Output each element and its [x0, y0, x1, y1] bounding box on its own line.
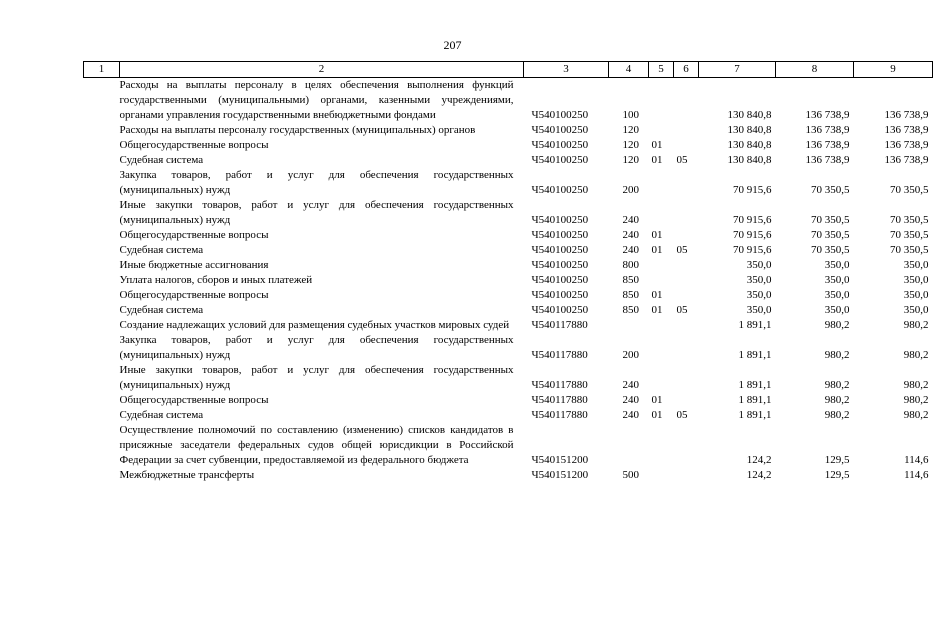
target-article-code: Ч540100250 [531, 154, 589, 166]
section-code [649, 318, 674, 333]
amount-col9: 980,2 [903, 409, 929, 421]
spacer-cell [84, 333, 120, 363]
target-article-code: Ч540100250 [531, 139, 589, 151]
item-name: Иные закупки товаров, работ и услуг для обеспечения государственных (муниципальных) нужд [119, 364, 514, 391]
amount-col8: 136 738,9 [805, 109, 850, 121]
target-article-code: Ч540100250 [531, 184, 589, 196]
spacer-cell [84, 273, 120, 288]
section-code: 01 [651, 229, 663, 241]
table-row [84, 408, 933, 423]
table-body [84, 78, 933, 484]
amount-col9: 350,0 [903, 289, 929, 301]
section-code: 01 [651, 154, 663, 166]
amount-col9: 70 350,5 [890, 214, 929, 226]
column-header: 2 [120, 62, 524, 78]
expense-type-code: 120 [622, 139, 639, 151]
expense-type-code: 800 [622, 259, 639, 271]
amount-col7: 350,0 [746, 289, 772, 301]
section-code [649, 333, 674, 363]
budget-table [83, 61, 933, 483]
table-row [84, 423, 933, 468]
spacer-cell [84, 138, 120, 153]
table-row [84, 318, 933, 333]
subsection-code [674, 258, 699, 273]
amount-col8: 350,0 [824, 304, 850, 316]
section-code: 01 [651, 244, 663, 256]
table-row [84, 123, 933, 138]
subsection-code: 05 [676, 244, 688, 256]
target-article-code: Ч540117880 [531, 409, 588, 421]
expense-type-code: 850 [622, 304, 639, 316]
table-row [84, 363, 933, 393]
expense-type-code: 120 [622, 124, 639, 136]
amount-col9: 70 350,5 [890, 229, 929, 241]
amount-col8: 980,2 [824, 319, 850, 331]
subsection-code [674, 468, 699, 483]
item-name: Осуществление полномочий по составлению (изменению) списков кандидатов в присяжные заседатели федеральных судов общей юрисдикции в Российской Федерации за счет субвенции, предоставляемой из федерального бюджета [119, 424, 514, 466]
column-header: 7 [699, 62, 776, 78]
section-code: 01 [651, 289, 663, 301]
amount-col8: 136 738,9 [805, 139, 850, 151]
expense-type-code: 240 [622, 244, 639, 256]
target-article-code: Ч540151200 [531, 454, 589, 466]
amount-col9: 136 738,9 [884, 154, 929, 166]
spacer-cell [84, 78, 120, 124]
section-code: 01 [651, 394, 663, 406]
section-code: 01 [651, 304, 663, 316]
item-name: Межбюджетные трансферты [119, 469, 255, 481]
amount-col8: 350,0 [824, 274, 850, 286]
item-name: Судебная система [119, 304, 204, 316]
expense-type-code: 240 [622, 214, 639, 226]
target-article-code: Ч540100250 [531, 304, 589, 316]
expense-type-code: 240 [622, 229, 639, 241]
amount-col7: 70 915,6 [733, 244, 772, 256]
amount-col8: 350,0 [824, 259, 850, 271]
section-code [649, 423, 674, 468]
table-row [84, 243, 933, 258]
section-code [649, 168, 674, 198]
amount-col9: 114,6 [904, 469, 929, 481]
expense-type-code: 850 [622, 289, 639, 301]
expense-type-code: 240 [622, 379, 639, 391]
target-article-code: Ч540100250 [531, 229, 589, 241]
amount-col7: 1 891,1 [738, 349, 772, 361]
amount-col8: 129,5 [824, 469, 850, 481]
amount-col9: 350,0 [903, 304, 929, 316]
table-row [84, 138, 933, 153]
item-name: Иные закупки товаров, работ и услуг для обеспечения государственных (муниципальных) нужд [119, 199, 514, 226]
amount-col9: 114,6 [904, 454, 929, 466]
amount-col9: 70 350,5 [890, 244, 929, 256]
section-code: 01 [651, 139, 663, 151]
target-article-code: Ч540100250 [531, 259, 589, 271]
amount-col7: 130 840,8 [727, 139, 772, 151]
amount-col7: 1 891,1 [738, 319, 772, 331]
amount-col7: 70 915,6 [733, 214, 772, 226]
amount-col7: 1 891,1 [738, 394, 772, 406]
target-article-code: Ч540100250 [531, 124, 589, 136]
spacer-cell [84, 243, 120, 258]
section-code [649, 258, 674, 273]
amount-col7: 350,0 [746, 259, 772, 271]
column-header: 4 [609, 62, 649, 78]
spacer-cell [84, 168, 120, 198]
subsection-code [674, 423, 699, 468]
expense-type-code [609, 423, 649, 468]
amount-col9: 136 738,9 [884, 109, 929, 121]
target-article-code: Ч540117880 [531, 394, 588, 406]
subsection-code [674, 318, 699, 333]
header-row [84, 62, 933, 78]
item-name: Расходы на выплаты персоналу государственных (муниципальных) органов [119, 124, 476, 136]
subsection-code [674, 78, 699, 124]
section-code [649, 198, 674, 228]
amount-col7: 70 915,6 [733, 229, 772, 241]
column-header: 5 [649, 62, 674, 78]
amount-col7: 130 840,8 [727, 109, 772, 121]
subsection-code [674, 393, 699, 408]
spacer-cell [84, 288, 120, 303]
expense-type-code: 100 [622, 109, 639, 121]
spacer-cell [84, 363, 120, 393]
spacer-cell [84, 408, 120, 423]
amount-col7: 1 891,1 [738, 379, 772, 391]
section-code [649, 363, 674, 393]
amount-col7: 350,0 [746, 304, 772, 316]
spacer-cell [84, 303, 120, 318]
item-name: Судебная система [119, 154, 204, 166]
table-row [84, 303, 933, 318]
amount-col8: 70 350,5 [811, 244, 850, 256]
table-row [84, 273, 933, 288]
table-row [84, 153, 933, 168]
amount-col7: 70 915,6 [733, 184, 772, 196]
section-code [649, 468, 674, 483]
subsection-code [674, 168, 699, 198]
amount-col7: 130 840,8 [727, 124, 772, 136]
item-name: Расходы на выплаты персоналу в целях обеспечения выполнения функций государственными (муниципальными) органами, казенными учреждениями, органами управления государственными внебюджетными фондами [119, 79, 514, 121]
amount-col8: 980,2 [824, 379, 850, 391]
item-name: Судебная система [119, 409, 204, 421]
target-article-code: Ч540100250 [531, 274, 589, 286]
table-row [84, 468, 933, 483]
table-row [84, 78, 933, 124]
table-row [84, 198, 933, 228]
target-article-code: Ч540117880 [531, 379, 588, 391]
amount-col8: 136 738,9 [805, 124, 850, 136]
table-row [84, 228, 933, 243]
item-name: Иные бюджетные ассигнования [119, 259, 269, 271]
expense-type-code [609, 318, 649, 333]
column-header: 1 [84, 62, 120, 78]
column-header: 6 [674, 62, 699, 78]
amount-col8: 980,2 [824, 394, 850, 406]
amount-col9: 980,2 [903, 379, 929, 391]
target-article-code: Ч540117880 [531, 319, 588, 331]
expense-type-code: 500 [622, 469, 639, 481]
spacer-cell [84, 153, 120, 168]
target-article-code: Ч540100250 [531, 289, 589, 301]
spacer-cell [84, 423, 120, 468]
item-name: Создание надлежащих условий для размещения судебных участков мировых судей [119, 319, 510, 331]
amount-col7: 130 840,8 [727, 154, 772, 166]
expense-type-code: 120 [622, 154, 639, 166]
amount-col7: 1 891,1 [738, 409, 772, 421]
amount-col8: 70 350,5 [811, 214, 850, 226]
amount-col8: 70 350,5 [811, 184, 850, 196]
subsection-code [674, 273, 699, 288]
spacer-cell [84, 228, 120, 243]
column-header: 3 [524, 62, 609, 78]
target-article-code: Ч540117880 [531, 349, 588, 361]
amount-col8: 980,2 [824, 409, 850, 421]
amount-col9: 980,2 [903, 349, 929, 361]
target-article-code: Ч540151200 [531, 469, 589, 481]
expense-type-code: 240 [622, 394, 639, 406]
section-code [649, 78, 674, 124]
table-row [84, 258, 933, 273]
section-code: 01 [651, 409, 663, 421]
amount-col7: 124,2 [746, 469, 772, 481]
table-row [84, 333, 933, 363]
table-row [84, 288, 933, 303]
subsection-code: 05 [676, 304, 688, 316]
amount-col9: 70 350,5 [890, 184, 929, 196]
subsection-code [674, 333, 699, 363]
spacer-cell [84, 318, 120, 333]
amount-col8: 70 350,5 [811, 229, 850, 241]
section-code [649, 273, 674, 288]
subsection-code [674, 228, 699, 243]
amount-col7: 124,2 [746, 454, 772, 466]
spacer-cell [84, 258, 120, 273]
amount-col9: 350,0 [903, 259, 929, 271]
section-code [649, 123, 674, 138]
item-name: Закупка товаров, работ и услуг для обеспечения государственных (муниципальных) нужд [119, 334, 514, 361]
column-header: 8 [776, 62, 854, 78]
item-name: Уплата налогов, сборов и иных платежей [119, 274, 313, 286]
amount-col9: 980,2 [903, 394, 929, 406]
spacer-cell [84, 198, 120, 228]
target-article-code: Ч540100250 [531, 244, 589, 256]
amount-col9: 136 738,9 [884, 124, 929, 136]
amount-col9: 136 738,9 [884, 139, 929, 151]
item-name: Общегосударственные вопросы [119, 289, 269, 301]
subsection-code [674, 198, 699, 228]
spacer-cell [84, 468, 120, 483]
subsection-code: 05 [676, 409, 688, 421]
amount-col8: 136 738,9 [805, 154, 850, 166]
amount-col8: 350,0 [824, 289, 850, 301]
column-header: 9 [854, 62, 933, 78]
subsection-code [674, 138, 699, 153]
expense-type-code: 200 [622, 349, 639, 361]
amount-col8: 129,5 [824, 454, 850, 466]
item-name: Общегосударственные вопросы [119, 394, 269, 406]
subsection-code: 05 [676, 154, 688, 166]
amount-col9: 350,0 [903, 274, 929, 286]
spacer-cell [84, 393, 120, 408]
table-row [84, 168, 933, 198]
item-name: Общегосударственные вопросы [119, 139, 269, 151]
expense-type-code: 850 [622, 274, 639, 286]
item-name: Судебная система [119, 244, 204, 256]
item-name: Закупка товаров, работ и услуг для обеспечения государственных (муниципальных) нужд [119, 169, 514, 196]
subsection-code [674, 363, 699, 393]
subsection-code [674, 123, 699, 138]
page-number: 207 [443, 38, 462, 52]
spacer-cell [84, 123, 120, 138]
table-row [84, 393, 933, 408]
amount-col7: 350,0 [746, 274, 772, 286]
target-article-code: Ч540100250 [531, 109, 589, 121]
amount-col9: 980,2 [903, 319, 929, 331]
expense-type-code: 200 [622, 184, 639, 196]
amount-col8: 980,2 [824, 349, 850, 361]
expense-type-code: 240 [622, 409, 639, 421]
item-name: Общегосударственные вопросы [119, 229, 269, 241]
target-article-code: Ч540100250 [531, 214, 589, 226]
subsection-code [674, 288, 699, 303]
